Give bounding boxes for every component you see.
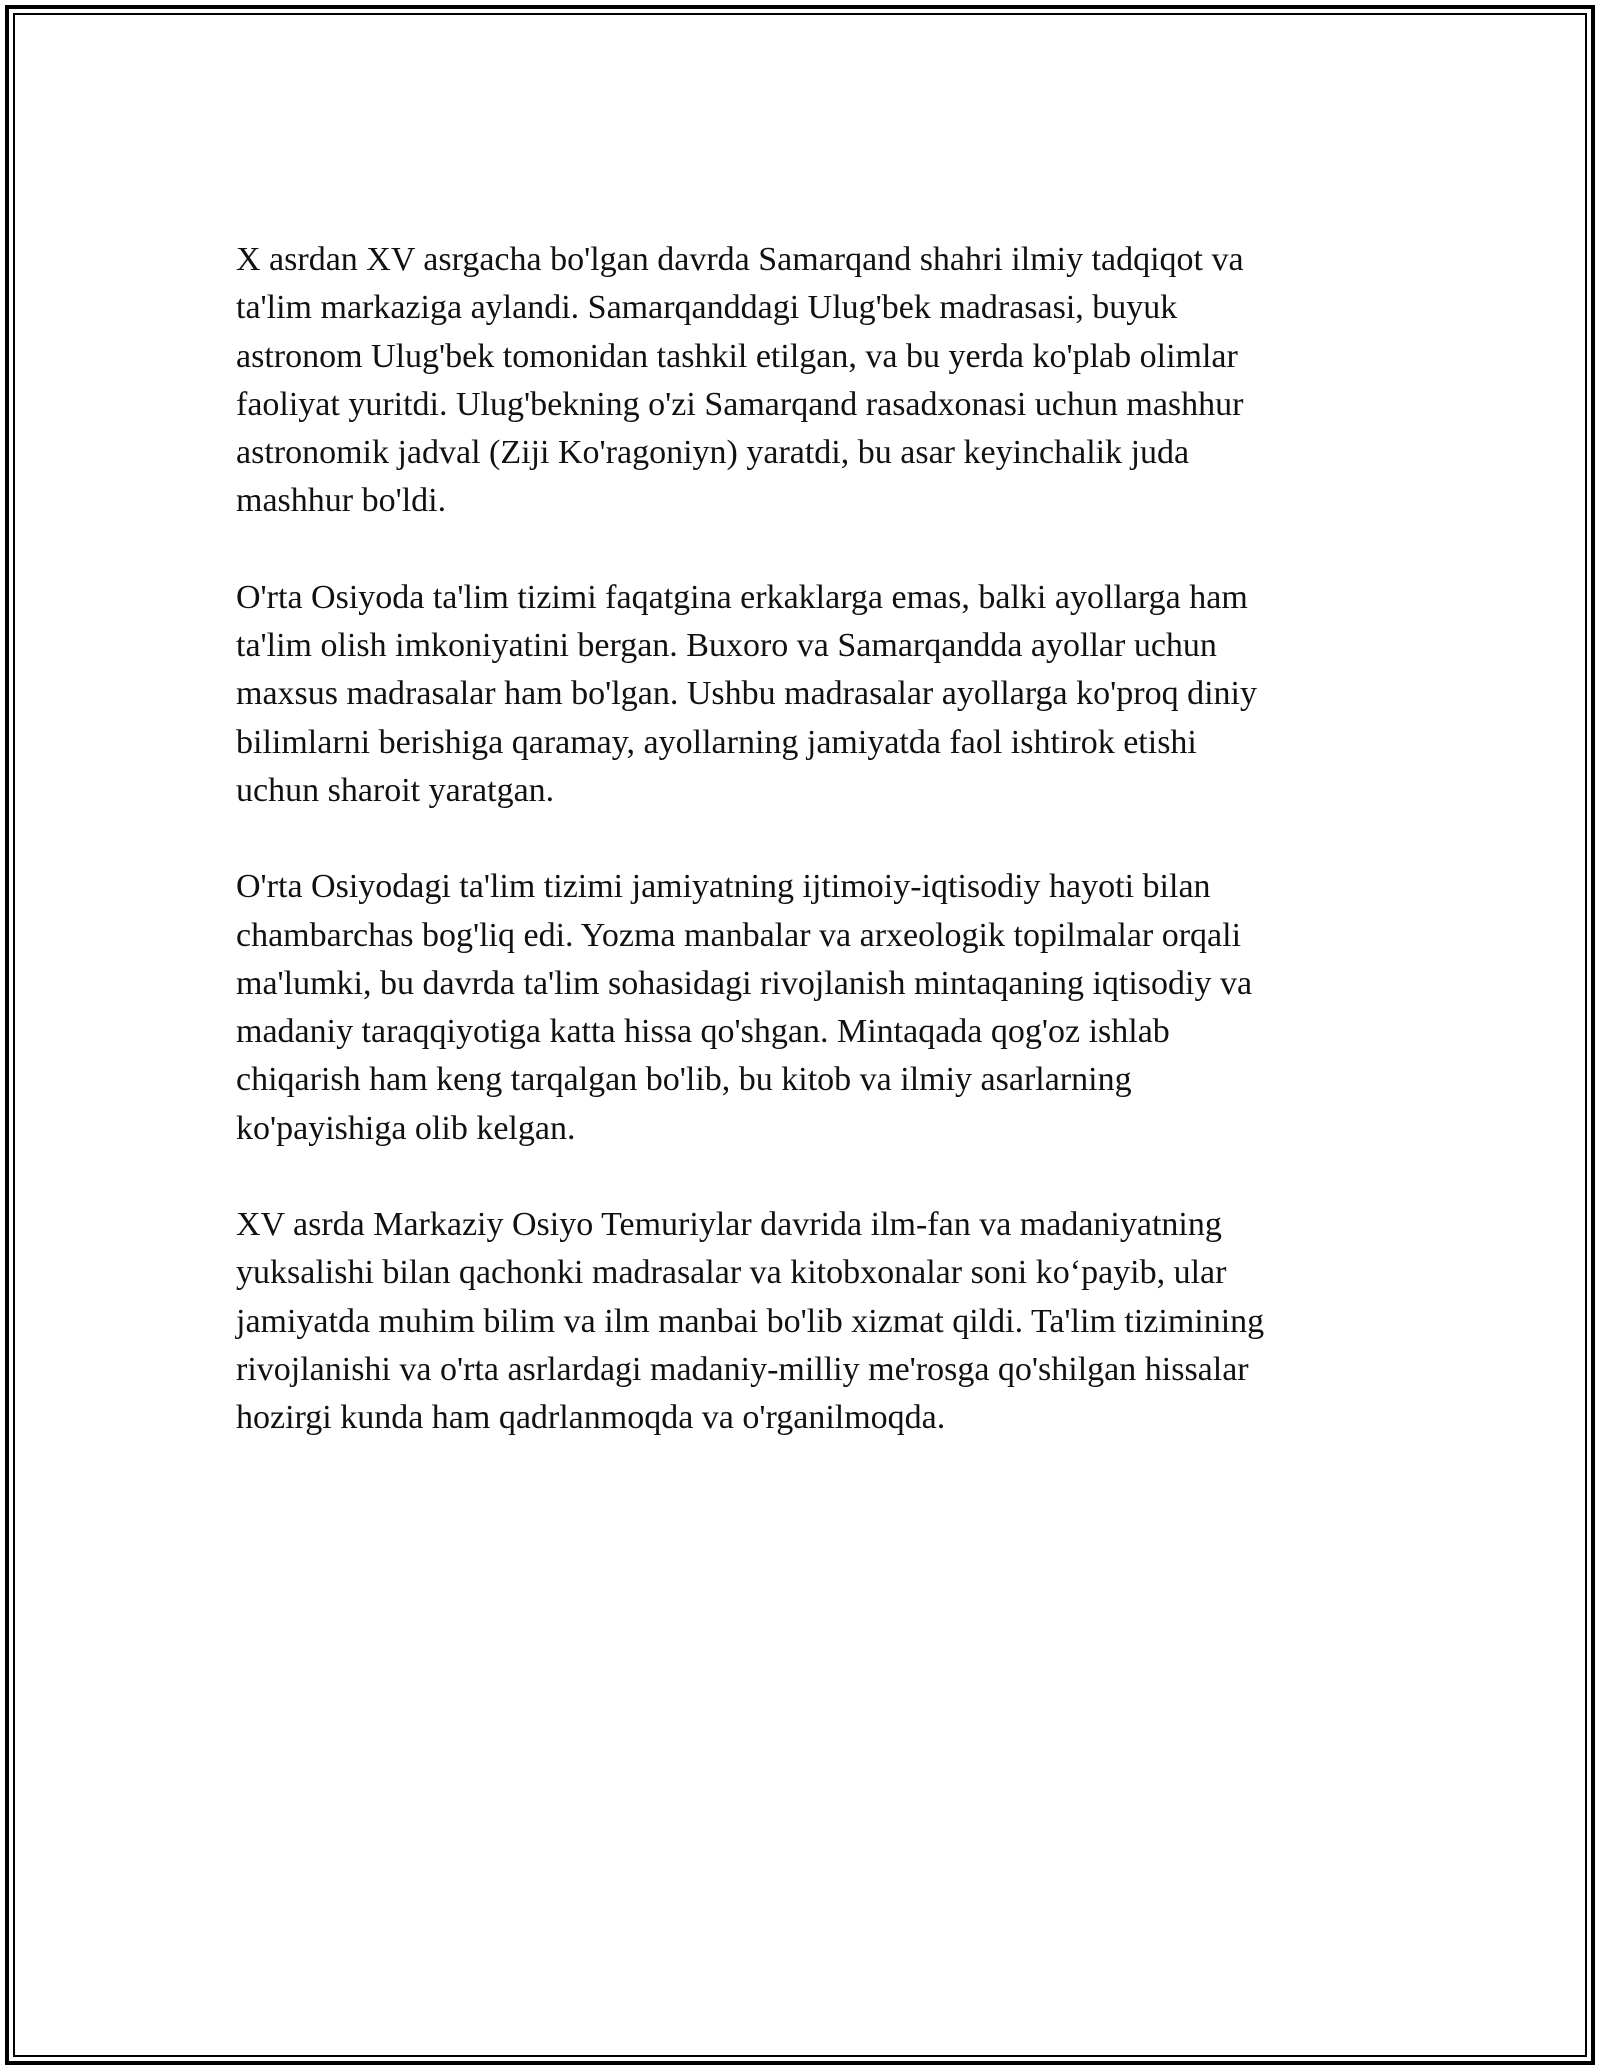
text-line: hozirgi kunda ham qadrlanmoqda va o'rganilmoqda. (236, 1399, 946, 1437)
text-line: mashhur bo'ldi. (236, 482, 447, 520)
paragraph-2 (236, 574, 1376, 815)
text-line: jamiyatda muhim bilim va ilm manbai bo'lib xizmat qildi. Ta'lim tizimining (236, 1302, 1265, 1340)
text-line: ta'lim markaziga aylandi. Samarqanddagi Ulug'bek madrasasi, buyuk (236, 289, 1178, 327)
text-line: uchun sharoit yaratgan. (236, 771, 555, 809)
paragraph-3 (236, 863, 1376, 1153)
text-line: ma'lumki, bu davrda ta'lim sohasidagi rivojlanish mintaqaning iqtisodiy va (236, 964, 1253, 1002)
text-line: XV asrda Markaziy Osiyo Temuriylar davrida ilm-fan va madaniyatning (236, 1206, 1222, 1244)
text-line: chambarchas bog'liq edi. Yozma manbalar va arxeologik topilmalar orqali (236, 916, 1242, 954)
document-body (236, 236, 1376, 1491)
text-line: faoliyat yuritdi. Ulug'bekning o'zi Samarqand rasadxonasi uchun mashhur (236, 385, 1244, 423)
text-line: madaniy taraqqiyotiga katta hissa qo'shgan. Mintaqada qog'oz ishlab (236, 1013, 1170, 1051)
text-line: maxsus madrasalar ham bo'lgan. Ushbu madrasalar ayollarga ko'proq diniy (236, 675, 1257, 713)
text-line: chiqarish ham keng tarqalgan bo'lib, bu kitob va ilmiy asarlarning (236, 1061, 1132, 1099)
text-line: O'rta Osiyodagi ta'lim tizimi jamiyatning ijtimoiy-iqtisodiy hayoti bilan (236, 868, 1211, 906)
text-line: rivojlanishi va o'rta asrlardagi madaniy-milliy me'rosga qo'shilgan hissalar (236, 1350, 1249, 1388)
text-line: astronomik jadval (Ziji Ko'ragoniyn) yaratdi, bu asar keyinchalik juda (236, 434, 1190, 472)
text-line: ta'lim olish imkoniyatini bergan. Buxoro va Samarqandda ayollar uchun (236, 627, 1217, 665)
text-line: X asrdan XV asrgacha bo'lgan davrda Samarqand shahri ilmiy tadqiqot va (236, 241, 1244, 278)
paragraph-1 (236, 236, 1376, 526)
text-line: bilimlarni berishiga qaramay, ayollarning jamiyatda faol ishtirok etishi (236, 723, 1197, 761)
paragraph-4 (236, 1201, 1376, 1442)
text-line: yuksalishi bilan qachonki madrasalar va kitobxonalar soni ko‘payib, ular (236, 1254, 1227, 1292)
text-line: O'rta Osiyoda ta'lim tizimi faqatgina erkaklarga emas, balki ayollarga ham (236, 578, 1248, 616)
text-line: ko'payishiga olib kelgan. (236, 1109, 576, 1147)
text-line: astronom Ulug'bek tomonidan tashkil etilgan, va bu yerda ko'plab olimlar (236, 337, 1238, 375)
